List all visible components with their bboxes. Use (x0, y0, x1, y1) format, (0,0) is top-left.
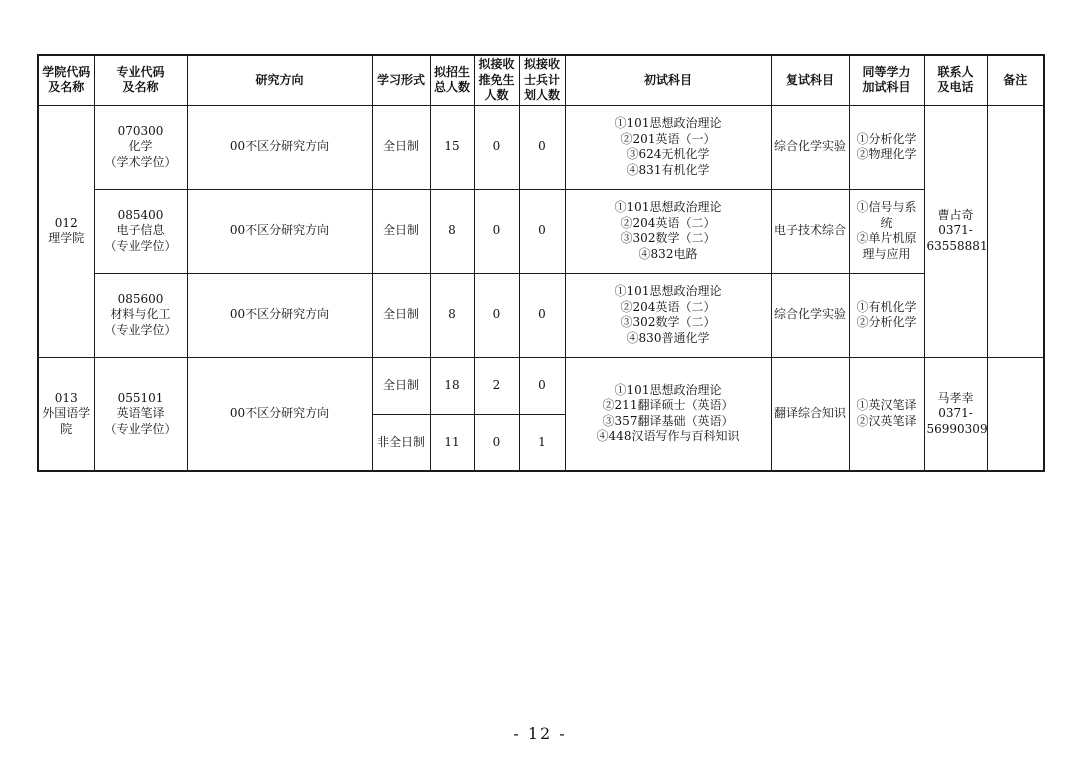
direction-cell: 00不区分研究方向 (187, 105, 372, 189)
mode-cell: 全日制 (372, 189, 430, 273)
college-cell-line: 院 (60, 421, 73, 436)
extra-cell-line: ②分析化学 (856, 315, 917, 329)
major-cell-line: （专业学位） (104, 322, 177, 337)
header-row (38, 55, 1044, 105)
extra-cell-line: ①有机化学 (856, 299, 917, 314)
major-cell-line: （学术学位） (104, 154, 177, 169)
extra-cell (849, 273, 924, 357)
page-number: - 12 - (513, 724, 567, 743)
contact-cell-line: 63558881 (926, 238, 988, 253)
header-major (94, 55, 187, 105)
extra-cell-line: ②物理化学 (856, 147, 917, 161)
contact-cell-line: 0371- (938, 223, 973, 238)
contact-cell (924, 105, 987, 357)
major-cell (94, 273, 187, 357)
exam-cell-line: ②204英语（二） (620, 299, 716, 314)
total-cell: 8 (430, 273, 474, 357)
table-row (38, 189, 1044, 273)
total-cell: 8 (430, 189, 474, 273)
major-cell-line: 055101 (117, 390, 164, 405)
header-contact (924, 55, 987, 105)
major-cell-line: 英语笔译 (116, 406, 165, 420)
major-cell (94, 105, 187, 189)
header-major-line: 及名称 (122, 80, 159, 95)
header-soldier-line: 划人数 (523, 88, 560, 102)
exempt-cell: 0 (474, 273, 519, 357)
header-retest: 复试科目 (771, 55, 849, 105)
exam-cell-line: ④832电路 (638, 246, 698, 261)
header-extra-line: 加试科目 (862, 80, 911, 95)
admissions-table (37, 54, 1045, 472)
header-exam: 初试科目 (565, 55, 771, 105)
exam-cell-line: ③624无机化学 (626, 147, 710, 161)
exam-cell-line: ③302数学（二） (620, 315, 716, 329)
extra-cell (849, 357, 924, 471)
exam-cell-line: ③357翻译基础（英语） (602, 413, 734, 428)
exempt-cell: 0 (474, 414, 519, 471)
extra-cell-line: ①分析化学 (856, 131, 917, 146)
exam-cell (565, 189, 771, 273)
header-extra-line: 同等学力 (862, 64, 911, 79)
header-exempt (474, 55, 519, 105)
exam-cell-line: ②204英语（二） (620, 215, 716, 230)
header-soldier-line: 拟接收 (523, 57, 560, 71)
contact-cell-line: 马孝幸 (937, 390, 974, 405)
admissions-table-container (37, 54, 1043, 472)
college-cell-line: 理学院 (48, 231, 85, 245)
remark-cell (987, 357, 1044, 471)
header-college-line: 及名称 (48, 80, 85, 95)
major-cell-line: 化学 (128, 139, 153, 154)
exam-cell-line: ④831有机化学 (626, 162, 710, 177)
contact-cell (924, 357, 987, 471)
header-total (430, 55, 474, 105)
header-exempt-line: 推免生 (478, 72, 515, 87)
header-major-line: 专业代码 (116, 64, 165, 79)
college-cell-line: 013 (54, 390, 78, 405)
exam-cell-line: ①101思想政治理论 (614, 116, 722, 130)
major-cell (94, 357, 187, 471)
header-mode: 学习形式 (372, 55, 430, 105)
direction-cell: 00不区分研究方向 (187, 189, 372, 273)
soldier-cell: 1 (519, 414, 565, 471)
direction-cell: 00不区分研究方向 (187, 357, 372, 471)
exempt-cell: 0 (474, 189, 519, 273)
header-exempt-line: 人数 (484, 88, 509, 102)
contact-cell-line: 曹占奇 (937, 207, 974, 222)
header-contact-line: 联系人 (937, 64, 974, 79)
soldier-cell: 0 (519, 189, 565, 273)
extra-cell-line: ①英汉笔译 (856, 398, 917, 413)
contact-cell-line: 56990309 (926, 421, 988, 436)
retest-cell: 综合化学实验 (771, 105, 849, 189)
major-cell-line: 材料与化工 (110, 307, 171, 322)
soldier-cell: 0 (519, 273, 565, 357)
extra-cell (849, 189, 924, 273)
major-cell-line: 电子信息 (116, 223, 165, 238)
major-cell-line: （专业学位） (104, 238, 177, 253)
table-row (38, 357, 1044, 414)
exempt-cell: 2 (474, 357, 519, 414)
college-cell (38, 105, 94, 357)
soldier-cell: 0 (519, 357, 565, 414)
exam-cell (565, 357, 771, 471)
retest-cell: 综合化学实验 (771, 273, 849, 357)
major-cell-line: （专业学位） (104, 421, 177, 436)
mode-cell: 全日制 (372, 357, 430, 414)
exam-cell-line: ④448汉语写作与百科知识 (596, 429, 740, 444)
extra-cell (849, 105, 924, 189)
remark-cell (987, 105, 1044, 357)
total-cell: 15 (430, 105, 474, 189)
major-cell-line: 085600 (117, 291, 164, 306)
exam-cell-line: ②201英语（一） (620, 131, 716, 146)
header-college-line: 学院代码 (42, 64, 91, 79)
college-cell (38, 357, 94, 471)
header-remark: 备注 (987, 55, 1044, 105)
header-total-line: 拟招生 (433, 64, 470, 79)
exam-cell-line: ①101思想政治理论 (614, 382, 722, 397)
exam-cell-line: ①101思想政治理论 (614, 200, 722, 214)
retest-cell: 翻译综合知识 (771, 357, 849, 471)
mode-cell: 全日制 (372, 273, 430, 357)
contact-cell-line: 0371- (938, 406, 973, 420)
exam-cell-line: ①101思想政治理论 (614, 284, 722, 298)
exam-cell-line: ③302数学（二） (620, 231, 716, 245)
table-row (38, 273, 1044, 357)
soldier-cell: 0 (519, 105, 565, 189)
total-cell: 11 (430, 414, 474, 471)
mode-cell: 非全日制 (372, 414, 430, 471)
header-exempt-line: 拟接收 (478, 57, 515, 71)
direction-cell: 00不区分研究方向 (187, 273, 372, 357)
mode-cell: 全日制 (372, 105, 430, 189)
college-cell-line: 012 (54, 215, 78, 230)
extra-cell-line: ②汉英笔译 (856, 413, 917, 428)
exam-cell (565, 273, 771, 357)
total-cell: 18 (430, 357, 474, 414)
exam-cell (565, 105, 771, 189)
extra-cell-line: ②单片机原理与应用 (856, 231, 917, 261)
header-contact-line: 及电话 (937, 80, 974, 95)
exempt-cell: 0 (474, 105, 519, 189)
header-total-line: 总人数 (433, 80, 470, 95)
extra-cell-line: ①信号与系统 (856, 200, 917, 230)
table-row (38, 105, 1044, 189)
exam-cell-line: ②211翻译硕士（英语） (602, 398, 734, 413)
major-cell-line: 085400 (117, 207, 164, 222)
header-extra (849, 55, 924, 105)
retest-cell: 电子技术综合 (771, 189, 849, 273)
exam-cell-line: ④830普通化学 (626, 330, 710, 345)
header-college (38, 55, 94, 105)
college-cell-line: 外国语学 (42, 406, 91, 420)
header-soldier (519, 55, 565, 105)
header-direction: 研究方向 (187, 55, 372, 105)
major-cell-line: 070300 (117, 123, 164, 138)
major-cell (94, 189, 187, 273)
header-soldier-line: 士兵计 (523, 72, 560, 87)
